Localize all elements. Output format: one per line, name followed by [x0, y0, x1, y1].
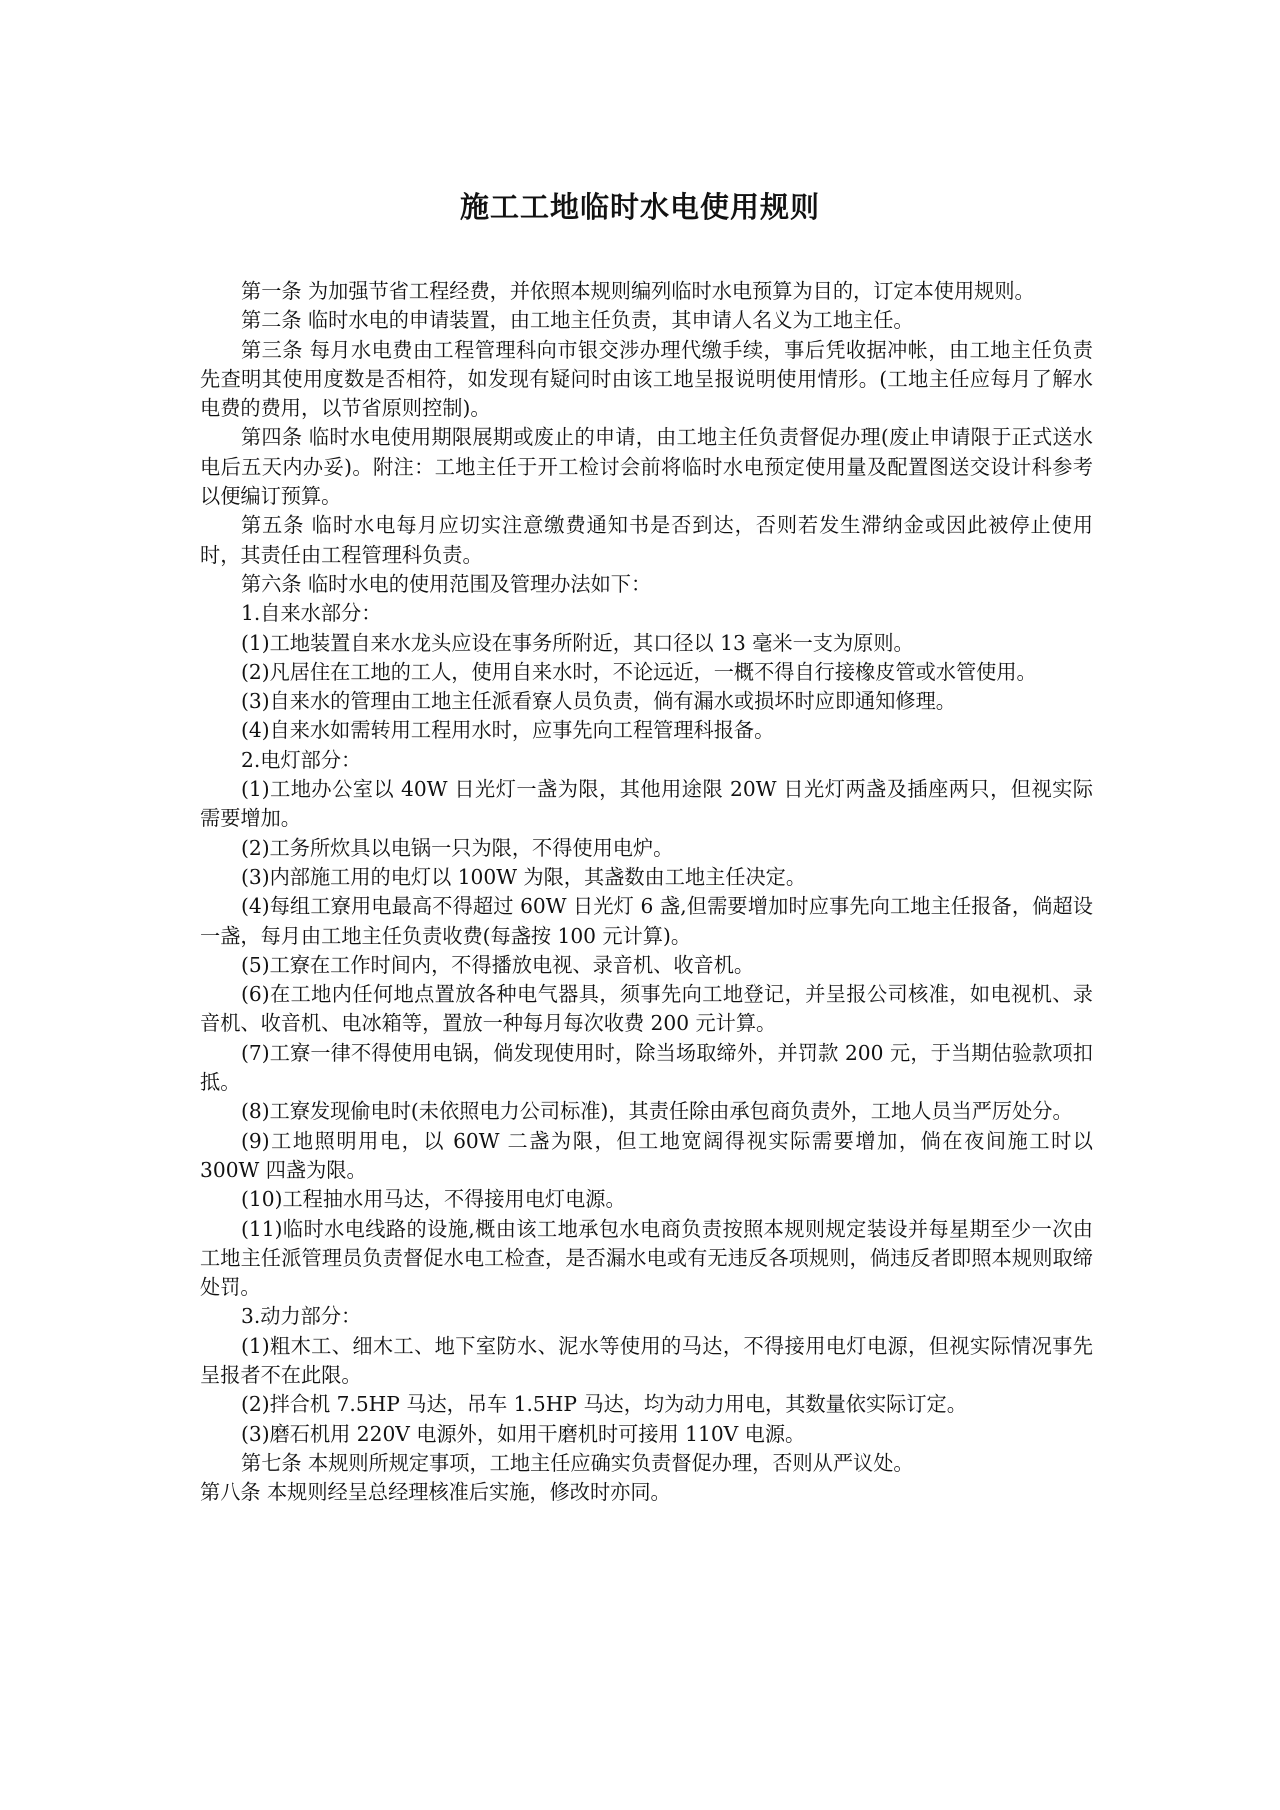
light-item-4: (4)每组工寮用电最高不得超过 60W 日光灯 6 盏,但需要增加时应事先向工地主任报备，倘超设一盏，每月由工地主任负责收费(每盏按 100 元计算)。 [200, 894, 1093, 948]
water-item-1: (1)工地装置自来水龙头应设在事务所附近，其口径以 13 毫米一支为原则。 [241, 630, 914, 655]
section-power-heading: 3.动力部分： [241, 1304, 362, 1329]
light-item-8: (8)工寮发现偷电时(未依照电力公司标准)，其责任除由承包商负责外，工地人员当严厉处分。 [241, 1099, 1073, 1124]
article-3: 第三条 每月水电费由工程管理科向市银交涉办理代缴手续，事后凭收据冲帐，由工地主任负责先查明其使用度数是否相符，如发现有疑问时由该工地呈报说明使用情形。(工地主任应每月了解水电费的费用，以节省原则控制)。 [200, 337, 1093, 421]
light-item-2: (2)工务所炊具以电锅一只为限，不得使用电炉。 [241, 835, 674, 860]
light-item-1: (1)工地办公室以 40W 日光灯一盏为限，其他用途限 20W 日光灯两盏及插座两只，但视实际需要增加。 [200, 777, 1093, 831]
article-8: 第八条 本规则经呈总经理核准后实施，修改时亦同。 [200, 1480, 671, 1505]
document-body [200, 277, 1093, 1507]
section-light-heading: 2.电灯部分： [241, 747, 362, 772]
light-item-11: (11)临时水电线路的设施,概由该工地承包水电商负责按照本规则规定装设并每星期至少一次由工地主任派管理员负责督促水电工检查，是否漏水电或有无违反各项规则，倘违反者即照本规则取缔处罚。 [200, 1216, 1093, 1300]
light-item-5: (5)工寮在工作时间内，不得播放电视、录音机、收音机。 [241, 952, 755, 977]
power-item-3: (3)磨石机用 220V 电源外，如用干磨机时可接用 110V 电源。 [241, 1421, 806, 1446]
article-1: 第一条 为加强节省工程经费，并依照本规则编列临时水电预算为目的，订定本使用规则。 [241, 279, 1035, 303]
light-item-7: (7)工寮一律不得使用电锅，倘发现使用时，除当场取缔外，并罚款 200 元，于当期估验款项扣抵。 [200, 1040, 1093, 1095]
section-water-heading: 1.自来水部分： [241, 601, 382, 626]
article-2: 第二条 临时水电的申请装置，由工地主任负责，其申请人名义为工地主任。 [241, 308, 914, 333]
article-5: 第五条 临时水电每月应切实注意缴费通知书是否到达，否则若发生滞纳金或因此被停止使用时，其责任由工程管理科负责。 [200, 513, 1093, 567]
water-item-4: (4)自来水如需转用工程用水时，应事先向工程管理科报备。 [241, 718, 775, 743]
light-item-3: (3)内部施工用的电灯以 100W 为限，其盏数由工地主任决定。 [241, 864, 807, 889]
water-item-2: (2)凡居住在工地的工人，使用自来水时，不论远近，一概不得自行接橡皮管或水管使用。 [241, 659, 1037, 684]
power-item-1: (1)粗木工、细木工、地下室防水、泥水等使用的马达，不得接用电灯电源，但视实际情况事先呈报者不在此限。 [200, 1333, 1093, 1387]
power-item-2: (2)拌合机 7.5HP 马达，吊车 1.5HP 马达，均为动力用电，其数量依实际订定。 [241, 1392, 967, 1417]
water-item-3: (3)自来水的管理由工地主任派看寮人员负责，倘有漏水或损坏时应即通知修理。 [241, 689, 956, 714]
light-item-6: (6)在工地内任何地点置放各种电气器具，须事先向工地登记，并呈报公司核准，如电视机、录音机、收音机、电冰箱等，置放一种每月每次收费 200 元计算。 [200, 982, 1093, 1036]
article-7: 第七条 本规则所规定事项，工地主任应确实负责督促办理，否则从严议处。 [241, 1450, 914, 1475]
document-title: 施工工地临时水电使用规则 [459, 190, 820, 224]
article-4: 第四条 临时水电使用期限展期或废止的申请，由工地主任负责督促办理(废止申请限于正式送水电后五天内办妥)。附注：工地主任于开工检讨会前将临时水电预定使用量及配置图送交设计科参考以便编订预算。 [200, 425, 1093, 509]
light-item-10: (10)工程抽水用马达，不得接用电灯电源。 [241, 1187, 626, 1212]
light-item-9: (9)工地照明用电，以 60W 二盏为限，但工地宽阔得视实际需要增加，倘在夜间施工时以 300W 四盏为限。 [200, 1128, 1093, 1182]
article-6: 第六条 临时水电的使用范围及管理办法如下： [241, 571, 652, 596]
